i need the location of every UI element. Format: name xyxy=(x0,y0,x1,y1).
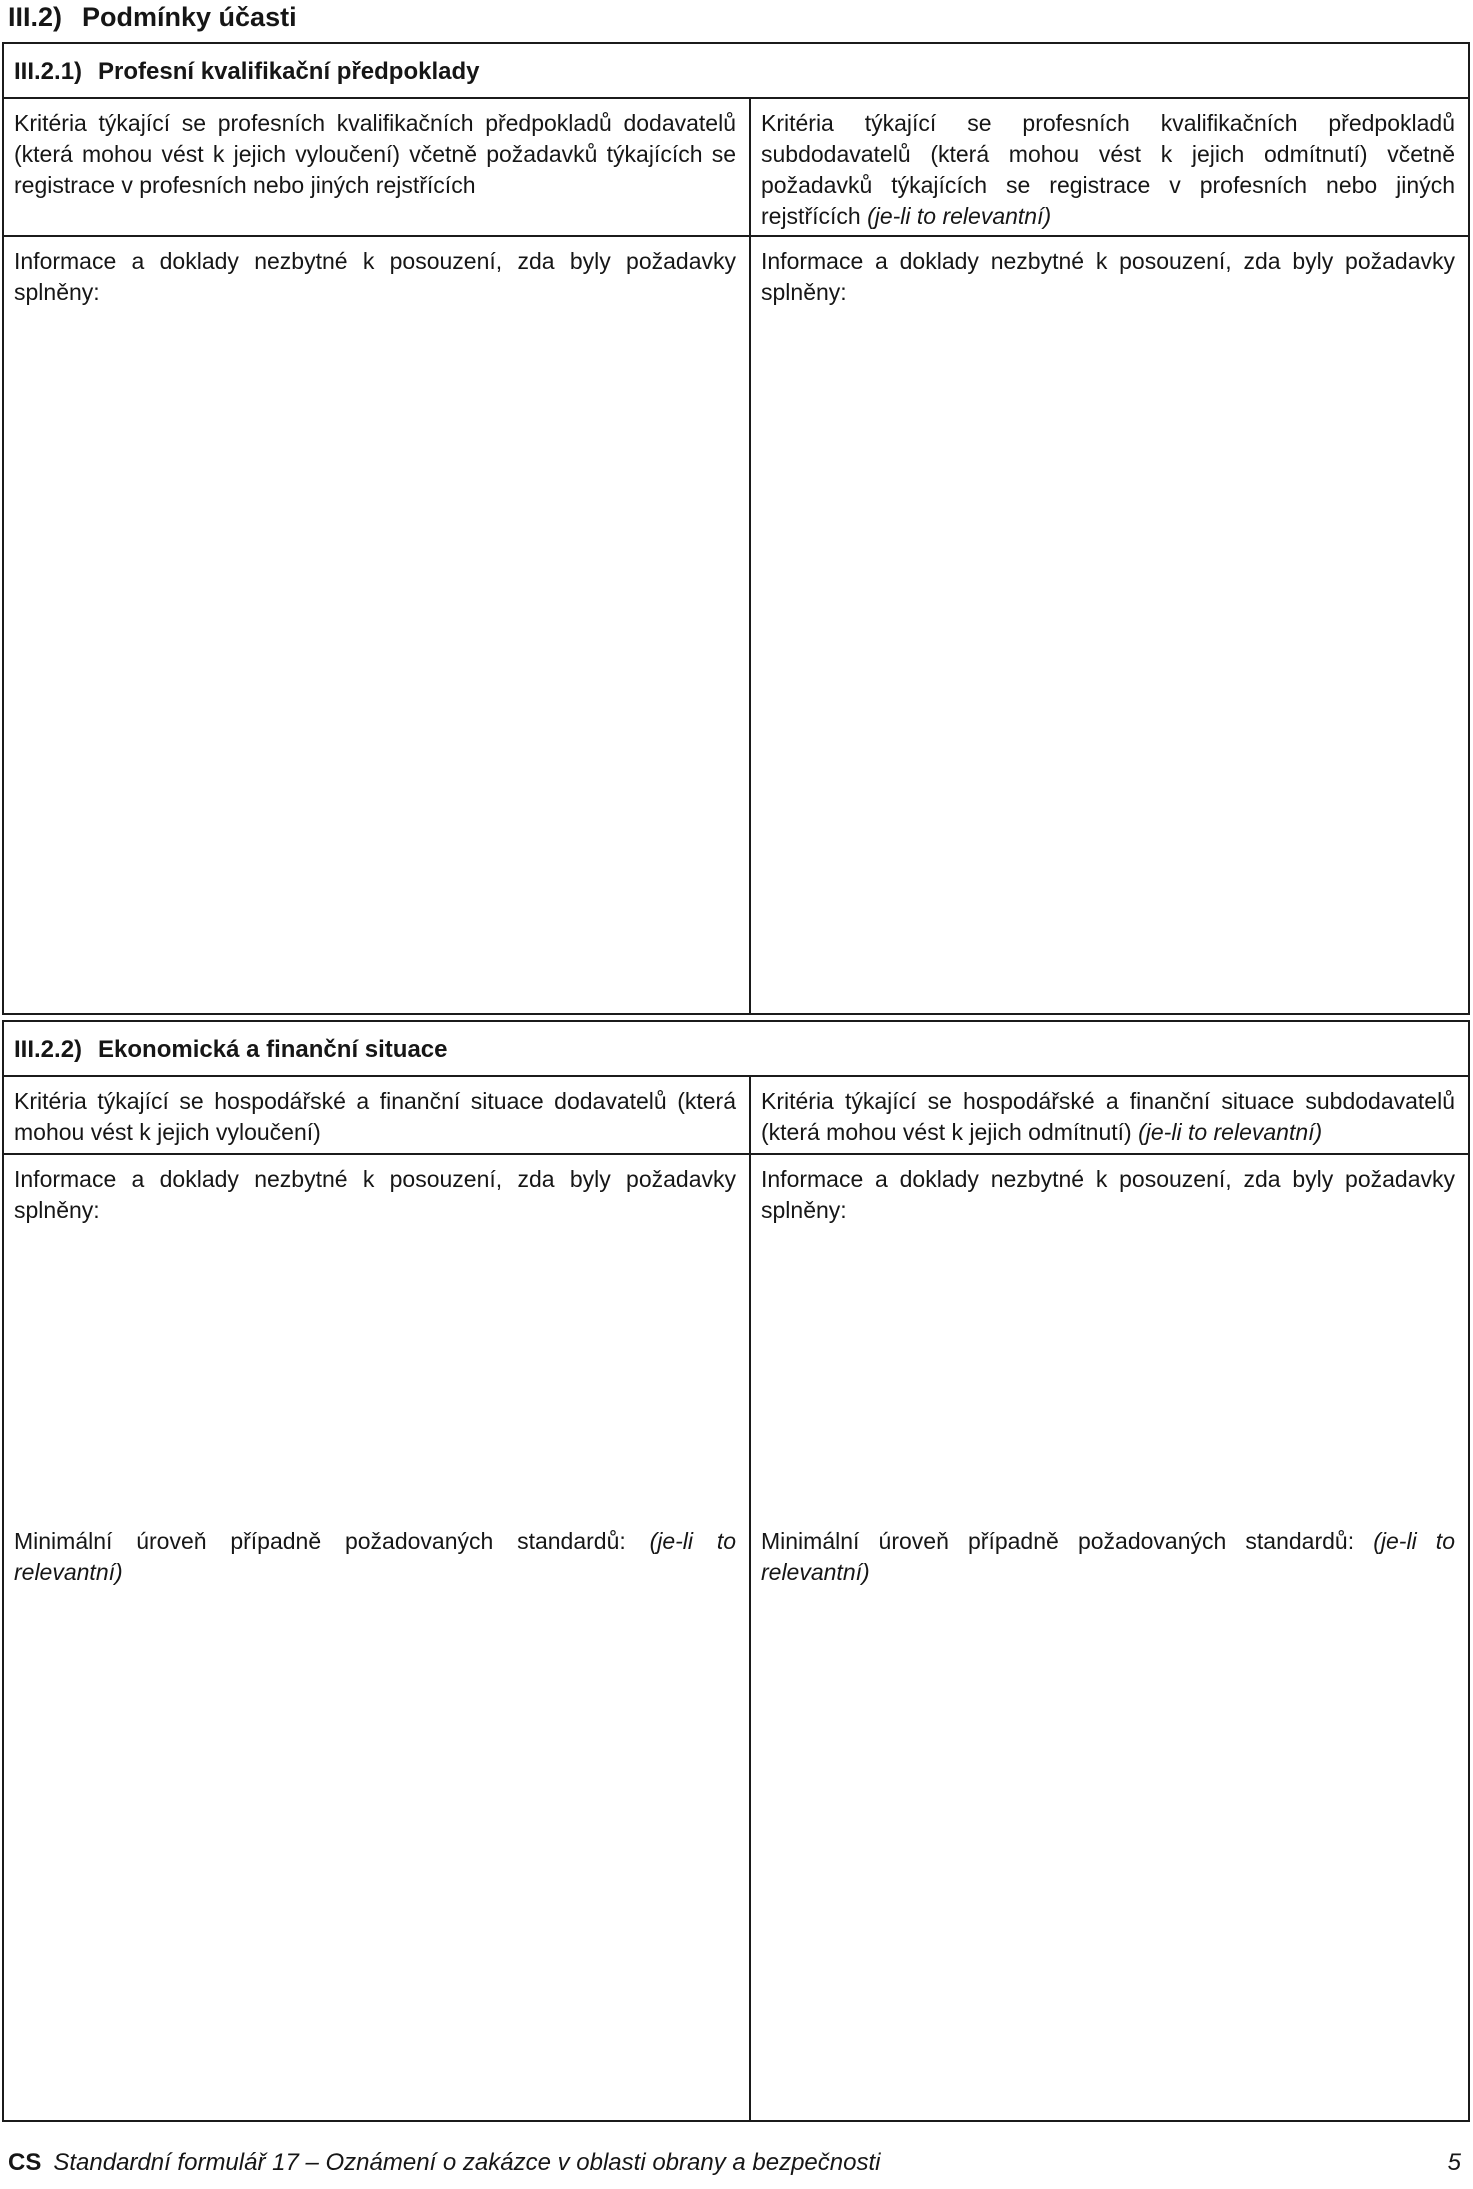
criteria-subcontractors-main: Kritéria týkající se hospodářské a finanční situace subdodavatelů (která mohou vést k jejich odmítnutí) xyxy=(761,1088,1455,1145)
min-standards-subcontractors-main: Minimální úroveň případně požadovaných standardů: xyxy=(761,1528,1374,1554)
criteria-suppliers-cell xyxy=(4,99,751,235)
page-number: 5 xyxy=(1447,2149,1461,2176)
criteria-row xyxy=(4,1077,1468,1155)
section-title: Podmínky účasti xyxy=(82,2,297,32)
form-title: Standardní formulář 17 – Oznámení o zakázce v oblasti obrany a bezpečnosti xyxy=(53,2149,881,2176)
min-standards-suppliers-main: Minimální úroveň případně požadovaných standardů: xyxy=(14,1528,650,1554)
information-row xyxy=(4,1155,1468,2120)
criteria-suppliers-main: Kritéria týkající se hospodářské a finanční situace dodavatelů (která mohou vést k jejich vyloučení) xyxy=(14,1088,736,1145)
subsection-title: Profesní kvalifikační předpoklady xyxy=(98,58,480,85)
subsection-number: III.2.1) xyxy=(14,58,83,85)
section-III-2-1-table xyxy=(2,42,1470,1015)
information-suppliers-text xyxy=(14,1164,736,1226)
information-subcontractors-cell xyxy=(751,1155,1468,2120)
criteria-subcontractors-text xyxy=(761,1086,1455,1148)
subsection-title: Ekonomická a finanční situace xyxy=(98,1036,448,1063)
criteria-subcontractors-note: (je-li to relevantní) xyxy=(1138,1119,1323,1145)
information-subcontractors-text xyxy=(761,246,1455,308)
min-standards-subcontractors-note: (je-li to relevantní) xyxy=(761,1528,1455,1585)
min-standards-suppliers-text xyxy=(14,1526,736,1588)
information-subcontractors-cell xyxy=(751,237,1468,1013)
criteria-subcontractors-cell xyxy=(751,99,1468,235)
information-suppliers-main: Informace a doklady nezbytné k posouzení, zda byly požadavky splněny: xyxy=(14,248,736,305)
criteria-subcontractors-cell xyxy=(751,1077,1468,1153)
criteria-suppliers-main: Kritéria týkající se profesních kvalifikačních předpokladů dodavatelů (která mohou vést k jejich vyloučení) včetně požadavků týkajících se registrace v profesních nebo jiných rejstřících xyxy=(14,110,736,198)
information-subcontractors-main: Informace a doklady nezbytné k posouzení, zda byly požadavky splněny: xyxy=(761,248,1455,305)
criteria-subcontractors-main: Kritéria týkající se profesních kvalifikačních předpokladů subdodavatelů (která mohou vést k jejich odmítnutí) včetně požadavků týkajících se registrace v profesních nebo jiných rejstřících xyxy=(761,110,1455,229)
information-subcontractors-text xyxy=(761,1164,1455,1226)
information-subcontractors-main: Informace a doklady nezbytné k posouzení, zda byly požadavky splněny: xyxy=(761,1166,1455,1223)
criteria-subcontractors-note: (je-li to relevantní) xyxy=(867,203,1052,229)
information-suppliers-cell xyxy=(4,1155,751,2120)
criteria-suppliers-text xyxy=(14,108,736,201)
language-code: CS xyxy=(8,2149,42,2176)
information-suppliers-cell xyxy=(4,237,751,1013)
subsection-heading-III-2-1 xyxy=(4,44,1468,99)
section-number: III.2) xyxy=(8,2,63,32)
criteria-subcontractors-text xyxy=(761,108,1455,232)
section-III-2-2-table xyxy=(2,1020,1470,2122)
min-standards-suppliers-note: (je-li to relevantní) xyxy=(14,1528,737,1585)
information-suppliers-main: Informace a doklady nezbytné k posouzení, zda byly požadavky splněny: xyxy=(14,1166,736,1223)
section-heading-III-2 xyxy=(8,0,297,34)
information-suppliers-text xyxy=(14,246,736,308)
criteria-row xyxy=(4,99,1468,237)
subsection-heading-III-2-2 xyxy=(4,1022,1468,1077)
criteria-suppliers-text xyxy=(14,1086,736,1148)
subsection-number: III.2.2) xyxy=(14,1036,83,1063)
min-standards-subcontractors-text xyxy=(761,1526,1455,1588)
page-footer xyxy=(8,2148,1461,2178)
information-row xyxy=(4,237,1468,1013)
criteria-suppliers-cell xyxy=(4,1077,751,1153)
